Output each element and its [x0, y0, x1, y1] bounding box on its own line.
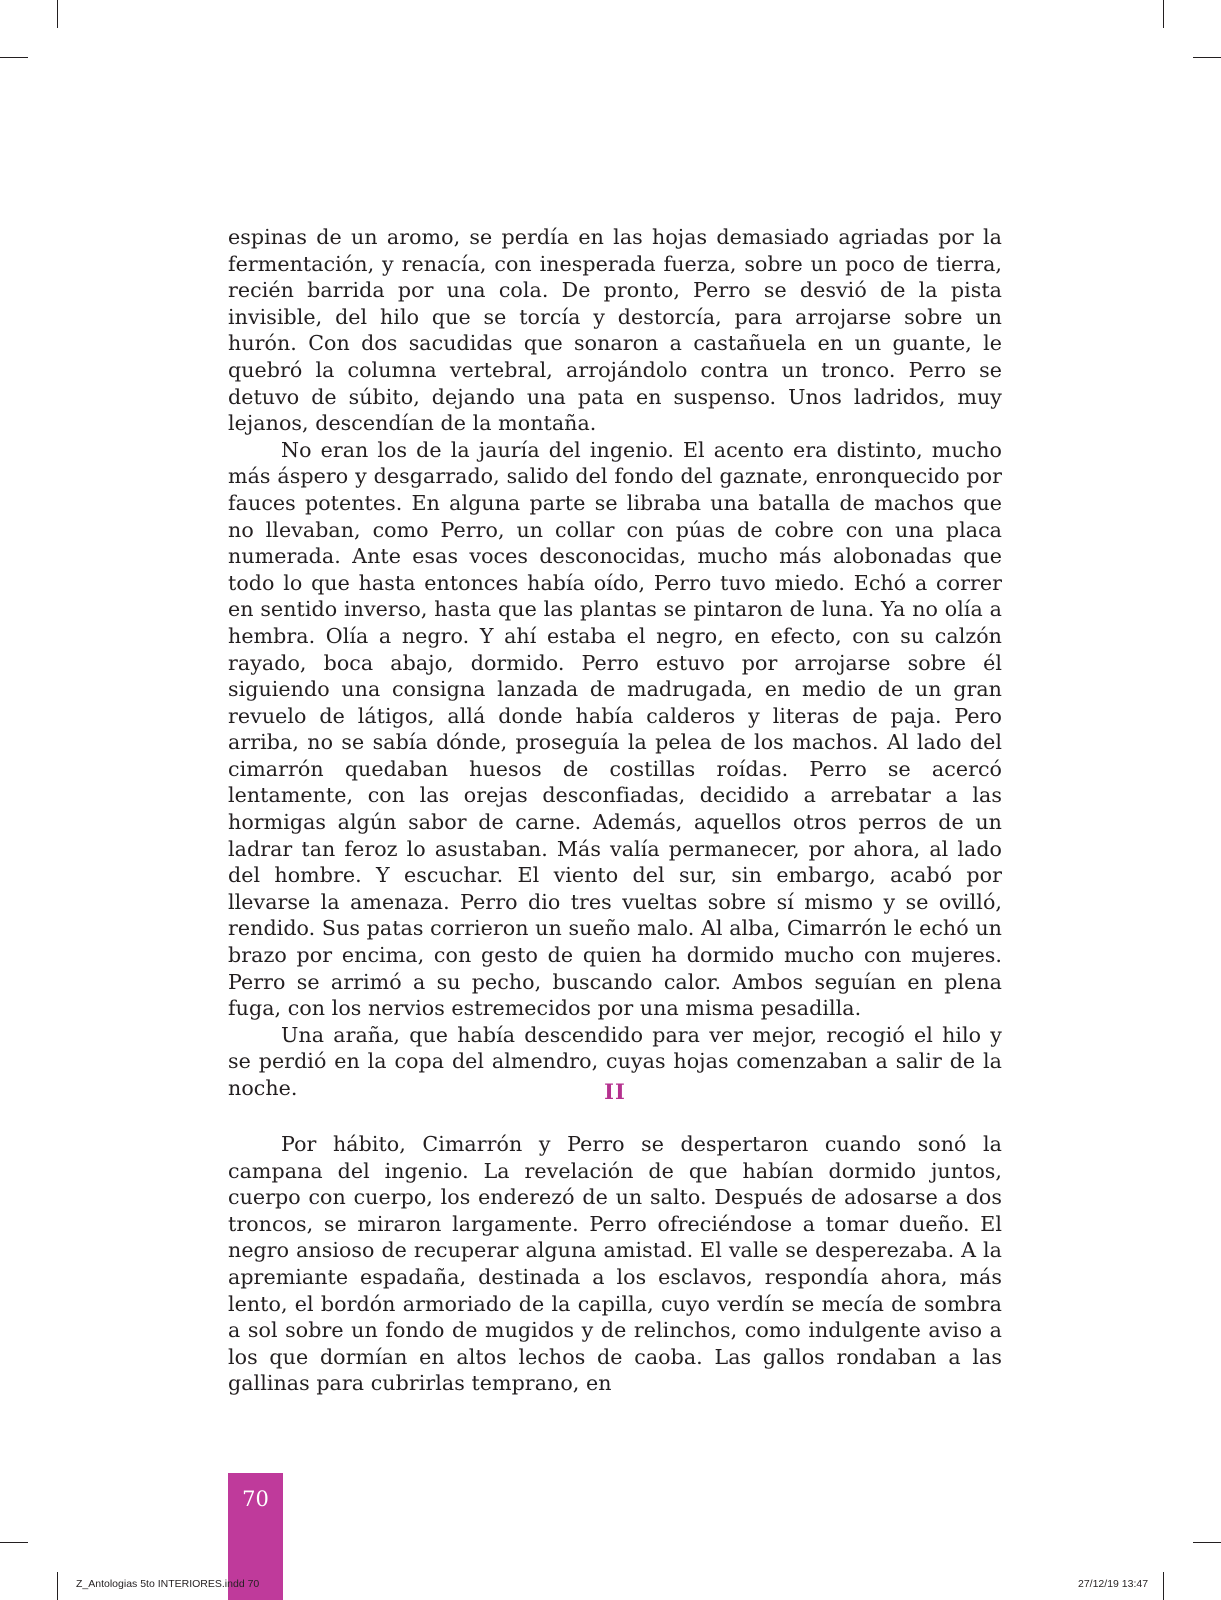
crop-mark: [57, 0, 58, 28]
page-number: 70: [242, 1487, 269, 1511]
crop-mark: [1163, 0, 1164, 28]
paragraph: No eran los de la jauría del ingenio. El acento era distinto, mucho más áspero y desgarrado, salido del fondo del gaznate, enronquecido por fauces potentes. En alguna parte se libraba una batalla de machos que no llevaban, como Perro, un collar con púas de cobre con una placa numerada. Ante esas voces desconocidas, mucho más alobonadas que todo lo que hasta entonces había oído, Perro tuvo miedo. Echó a correr en sentido inverso, hasta que las plantas se pintaron de luna. Ya no olía a hembra. Olía a negro. Y ahí estaba el negro, en efecto, con su calzón rayado, boca abajo, dormido. Perro estuvo por arrojarse sobre él siguiendo una consigna lanzada de madrugada, en medio de un gran revuelo de látigos, allá donde había calderos y literas de paja. Pero arriba, no se sabía dónde, proseguía la pelea de los machos. Al lado del cimarrón quedaban huesos de costillas roídas. Perro se acercó lentamente, con las orejas desconfiadas, decidido a arrebatar a las hormigas algún sabor de carne. Además, aquellos otros perros de un ladrar tan feroz lo asustaban. Más valía permanecer, por ahora, al lado del hombre. Y escuchar. El viento del sur, sin embargo, acabó por llevarse la amenaza. Perro dio tres vueltas sobre sí mismo y se ovilló, rendido. Sus patas corrieron un sueño malo. Al alba, Cimarrón le echó un brazo por encima, con gesto de quien ha dormido mucho con mujeres. Perro se arrimó a su pecho, buscando calor. Ambos seguían en plena fuga, con los nervios estremecidos por una misma pesadilla.: [228, 437, 1002, 1021]
crop-mark: [0, 57, 28, 58]
paragraph: Por hábito, Cimarrón y Perro se despertaron cuando sonó la campana del ingenio. La revelación de que habían dormido juntos, cuerpo con cuerpo, los enderezó de un salto. Después de adosarse a dos troncos, se miraron largamente. Perro ofreciéndose a tomar dueño. El negro ansioso de recuperar alguna amistad. El valle se desperezaba. A la apremiante espadaña, destinada a los esclavos, respondía ahora, más lento, el bordón armoriado de la capilla, cuyo verdín se mecía de sombra a sol sobre un fondo de mugidos y de relinchos, como indulgente aviso a los que dormían en altos lechos de caoba. Las gallos rondaban a las gallinas para cubrirlas temprano, en: [228, 1132, 1002, 1396]
crop-mark: [57, 1572, 58, 1600]
crop-mark: [0, 1542, 28, 1543]
paragraph: espinas de un aromo, se perdía en las hojas demasiado agriadas por la fermentación, y renacía, con inesperada fuerza, sobre un poco de tierra, recién barrida por una cola. De pronto, Perro se desvió de la pista invisible, del hilo que se torcía y destorcía, para arrojarse sobre un hurón. Con dos sacudidas que sonaron a castañuela en un guante, le quebró la columna vertebral, arrojándolo contra un tronco. Perro se detuvo de súbito, dejando una pata en suspenso. Unos ladridos, muy lejanos, descendían de la montaña.: [228, 225, 1002, 436]
crop-mark: [1193, 1542, 1221, 1543]
body-text-top: [228, 224, 1002, 1102]
section-heading: II: [604, 1079, 626, 1104]
body-text-bottom: [228, 1131, 1002, 1397]
crop-mark: [1193, 57, 1221, 58]
crop-mark: [1163, 1572, 1164, 1600]
paragraph: Una araña, que había descendido para ver mejor, recogió el hilo y se perdió en la copa del almendro, cuyas hojas comenzaban a salir de la noche.: [228, 1022, 1002, 1100]
slug-file: Z_Antologias 5to INTERIORES.indd 70: [76, 1578, 260, 1590]
slug-date: 27/12/19 13:47: [1078, 1578, 1149, 1590]
